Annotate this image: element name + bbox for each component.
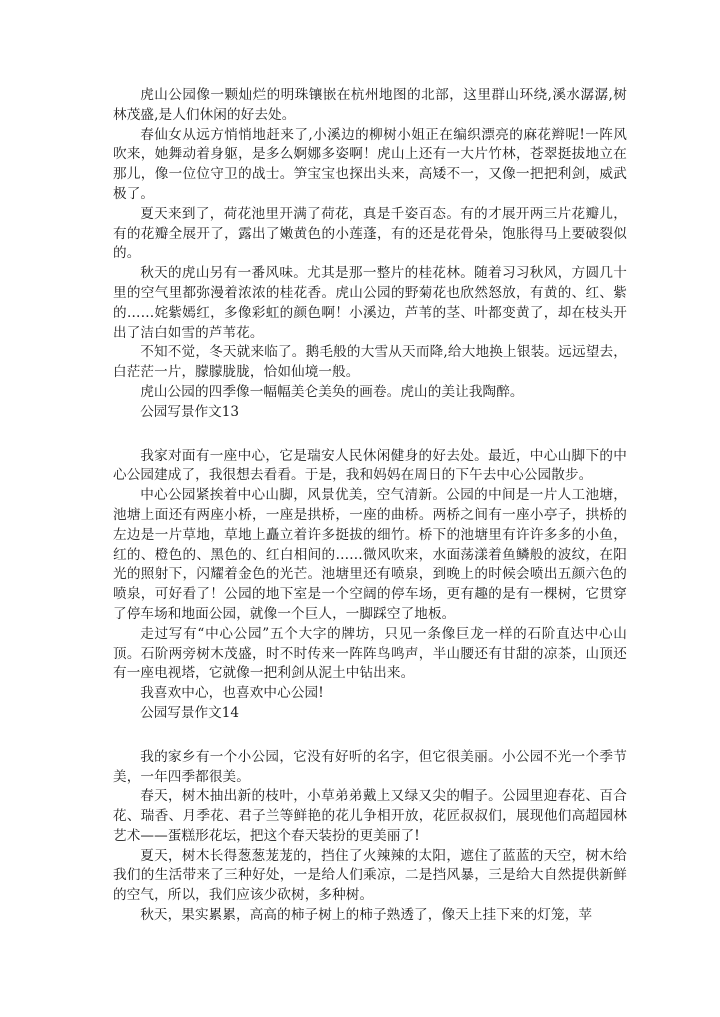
essay-title: 公园写景作文13 xyxy=(140,403,240,420)
document-body xyxy=(113,86,627,926)
paragraph: 不知不觉，冬天就来临了。鹅毛般的大雪从天而降,给大地换上银装。远远望去，白茫茫一片，朦朦胧胧，恰如仙境一般。 xyxy=(113,344,627,381)
paragraph: 夏天，树木长得葱葱茏茏的，挡住了火辣辣的太阳，遮住了蓝蓝的天空，树木给我们的生活带来了三种好处，一是给人们乘凉，二是挡风暴，三是给大自然提供新鲜的空气，所以，我们应该少砍树，多种树。 xyxy=(113,847,627,904)
essay-section-2 xyxy=(113,403,627,704)
paragraph: 春仙女从远方悄悄地赶来了,小溪边的柳树小姐正在编织漂亮的麻花辫呢!一阵风吹来，她舞动着身躯，是多么婀娜多姿啊！虎山上还有一大片竹林，苍翠挺拔地立在那儿，像一位位守卫的战士。笋宝宝也探出头来，高矮不一，又像一把把利剑，威武极了。 xyxy=(113,126,627,202)
paragraph: 虎山公园像一颗灿烂的明珠镶嵌在杭州地图的北部，这里群山环绕,溪水潺潺,树林茂盛,是人们休闲的好去处。 xyxy=(113,87,627,123)
essay-section-3 xyxy=(113,704,627,926)
paragraph: 中心公园紧挨着中心山脚，风景优美，空气清新。公园的中间是一片人工池塘，池塘上面还有两座小桥，一座是拱桥，一座的曲桥。两桥之间有一座小亭子，拱桥的左边是一片草地，草地上矗立着许多挺拔的细竹。桥下的池塘里有许许多多的小鱼，红的、橙色的、黑色的、红白相间的……微风吹来，水面荡漾着鱼鳞般的波纹，在阳光的照射下，闪耀着金色的光芒。池塘里还有喷泉，到晚上的时候会喷出五颜六色的喷泉，可好看了！公园的地下室是一个空阔的停车场，更有趣的是有一棵树，它贯穿了停车场和地面公园，就像一个巨人，一脚踩空了地板。 xyxy=(113,487,627,622)
paragraph: 秋天，果实累累，高高的柿子树上的柿子熟透了，像天上挂下来的灯笼，苹 xyxy=(140,907,593,924)
paragraph: 我的家乡有一个小公园，它没有好听的名字，但它很美丽。小公园不光一个季节美，一年四季都很美。 xyxy=(113,748,627,785)
paragraph: 我喜欢中心，也喜欢中心公园! xyxy=(140,685,324,702)
paragraph: 我家对面有一座中心，它是瑞安人民休闲健身的好去处。最近，中心山脚下的中心公园建成了，我很想去看看。于是，我和妈妈在周日的下午去中心公园散步。 xyxy=(113,447,627,484)
essay-section-1 xyxy=(113,86,627,403)
paragraph: 夏天来到了，荷花池里开满了荷花，真是千姿百态。有的才展开两三片花瓣儿，有的花瓣全展开了，露出了嫩黄色的小莲蓬，有的还是花骨朵，饱胀得马上要破裂似的。 xyxy=(113,205,627,262)
paragraph: 秋天的虎山另有一番风味。尤其是那一整片的桂花林。随着习习秋风，方圆几十里的空气里都弥漫着浓浓的桂花香。虎山公园的野菊花也欣然怒放，有黄的、红、紫的……姹紫嫣红，多像彩虹的颜色啊！小溪边，芦苇的茎、叶都变黄了，却在枝头开出了洁白如雪的芦苇花。 xyxy=(113,265,627,341)
section-spacer xyxy=(113,423,627,447)
paragraph: 春天，树木抽出新的枝叶，小草弟弟戴上又绿又尖的帽子。公园里迎春花、百合花、瑞香、月季花、君子兰等鲜艳的花儿争相开放，花匠叔叔们，展现他们高超园林艺术——蛋糕形花坛，把这个春天装扮的更美丽了! xyxy=(113,788,627,844)
section-spacer xyxy=(113,724,627,748)
paragraph: 走过写有“中心公园”五个大字的牌坊，只见一条像巨龙一样的石阶直达中心山顶。石阶两旁树木茂盛，时不时传来一阵阵鸟鸣声，半山腰还有甘甜的凉茶，山顶还有一座电视塔，它就像一把利剑从泥土中钻出来。 xyxy=(113,625,627,682)
essay-title: 公园写景作文14 xyxy=(140,704,240,721)
paragraph: 虎山公园的四季像一幅幅美仑美奂的画卷。虎山的美让我陶醉。 xyxy=(140,383,524,400)
